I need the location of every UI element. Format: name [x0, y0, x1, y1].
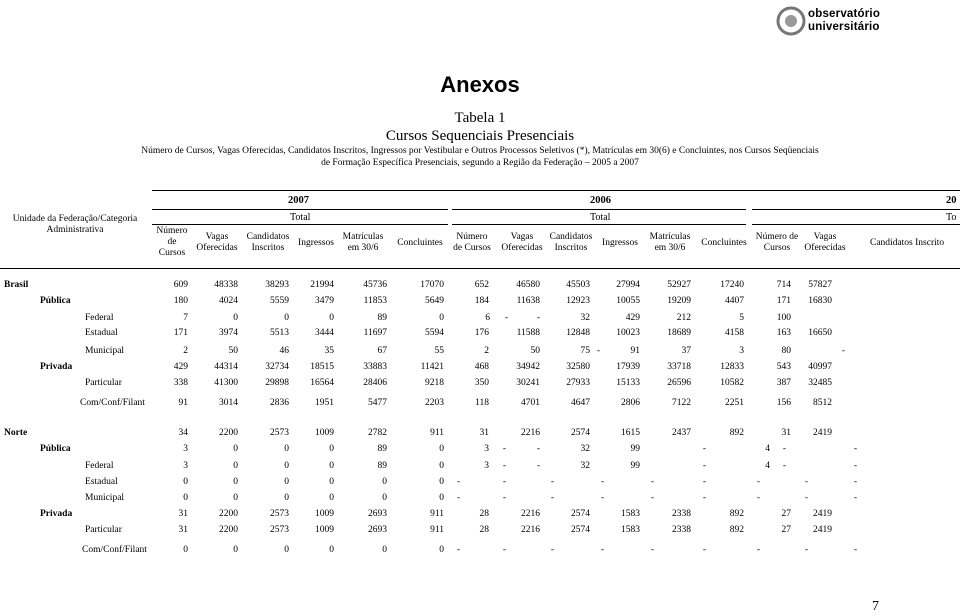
table-cell: 2216 [521, 428, 540, 438]
table-cell: 38293 [265, 280, 289, 290]
table-cell: 0 [284, 461, 289, 471]
table-cell: 7122 [672, 398, 691, 408]
row-label: Com/Conf/Filant [80, 398, 145, 408]
table-cell: 32 [580, 444, 590, 454]
table-cell: 32 [580, 313, 590, 323]
table-cell: 609 [173, 280, 188, 290]
table-cell: 0 [329, 545, 334, 555]
row-label: Privada [40, 362, 73, 372]
table-cell: 5594 [425, 328, 444, 338]
table-cell: 2200 [219, 525, 238, 535]
table-cell: - [502, 545, 506, 555]
col-matriculas-2007: Matrículas em 30/6 [342, 232, 384, 253]
table-cell: 5559 [270, 296, 289, 306]
table-cell: 12833 [720, 362, 744, 372]
table-cell: 3479 [315, 296, 334, 306]
table-cell: 2419 [813, 509, 832, 519]
table-cell: - [702, 444, 706, 454]
table-cell: 892 [729, 428, 744, 438]
table-cell: 31 [781, 428, 791, 438]
table-cell: 0 [183, 545, 188, 555]
row-label: Norte [4, 428, 28, 438]
table-cell: - [804, 477, 808, 487]
table-cell: 5649 [425, 296, 444, 306]
table-cell: 338 [173, 378, 188, 388]
table-cell: 45503 [566, 280, 590, 290]
logo-icon [776, 4, 806, 38]
total-2006: Total [590, 212, 611, 223]
table-cell: 3 [183, 444, 188, 454]
row-label: Com/Conf/Filant [82, 545, 147, 555]
table-cell: 4407 [725, 296, 744, 306]
table-cell: 118 [475, 398, 489, 408]
table-cell: 171 [173, 328, 188, 338]
col-candidatos-2005: Candidatos Inscrito [870, 238, 945, 248]
table-cell: 12923 [566, 296, 590, 306]
row-label: Federal [85, 313, 114, 323]
table-cell: - [504, 313, 508, 323]
table-cell: 11853 [363, 296, 387, 306]
table-cell: 89 [377, 461, 387, 471]
table-cell: 4158 [725, 328, 744, 338]
table-cell: 3 [484, 461, 489, 471]
table-cell: 17240 [720, 280, 744, 290]
table-cell: 32485 [808, 378, 832, 388]
table-cell: - [502, 493, 506, 503]
table-cell: 34942 [516, 362, 540, 372]
table-cell: 75 [580, 346, 590, 356]
table-cell: - [782, 444, 786, 454]
table-cell: - [536, 461, 540, 471]
table-cell: 1009 [315, 428, 334, 438]
table-cell: 21994 [310, 280, 334, 290]
table-cell: 11638 [516, 296, 540, 306]
table-cell: 5477 [368, 398, 387, 408]
table-cell: 0 [329, 493, 334, 503]
row-label: Pública [40, 444, 71, 454]
table-cell: 1009 [315, 525, 334, 535]
table-cell: - [536, 444, 540, 454]
table-cell: 1583 [621, 525, 640, 535]
table-cell: 2782 [368, 428, 387, 438]
table-cell: 5 [739, 313, 744, 323]
table-cell: 46 [279, 346, 289, 356]
table-cell: 2574 [571, 509, 590, 519]
table-cell: 2437 [672, 428, 691, 438]
table-cell: 35 [324, 346, 334, 356]
table-cell: - [650, 477, 654, 487]
table-cell: 176 [474, 328, 489, 338]
table-cell: 0 [183, 477, 188, 487]
table-cell: - [456, 545, 460, 555]
table-cell: 48338 [214, 280, 238, 290]
table-cell: 11697 [363, 328, 387, 338]
table-cell: - [853, 493, 857, 503]
table-cell: 3 [183, 461, 188, 471]
table-cell: 0 [439, 313, 444, 323]
table-cell: 34 [178, 428, 188, 438]
table-cell: 543 [776, 362, 791, 372]
table-cell: - [702, 477, 706, 487]
table-cell: - [502, 477, 506, 487]
total-2007: Total [290, 212, 311, 223]
table-cell: 163 [776, 328, 791, 338]
table-subtitle: Cursos Sequenciais Presenciais [385, 128, 575, 144]
table-cell: 99 [630, 444, 640, 454]
table-cell: 50 [530, 346, 540, 356]
logo-line1: observatório [808, 8, 881, 20]
table-cell: 2338 [672, 509, 691, 519]
table-cell: - [702, 461, 706, 471]
table-cell: 2573 [270, 525, 289, 535]
table-cell: 911 [430, 509, 444, 519]
table-cell: 19209 [667, 296, 691, 306]
table-cell: 0 [439, 444, 444, 454]
table-cell: 2806 [621, 398, 640, 408]
table-cell: 16650 [808, 328, 832, 338]
table-cell: 0 [439, 477, 444, 487]
table-cell: 2419 [813, 428, 832, 438]
table-cell: 2200 [219, 428, 238, 438]
table-cell: 27 [781, 525, 791, 535]
table-cell: 156 [776, 398, 791, 408]
table-cell: 2574 [571, 525, 590, 535]
table-cell: 10582 [720, 378, 744, 388]
table-cell: 29898 [265, 378, 289, 388]
row-label: Particular [85, 378, 122, 388]
table-cell: - [502, 444, 506, 454]
table-cell: 0 [233, 444, 238, 454]
table-cell: - [502, 461, 506, 471]
table-cell: 28 [479, 509, 489, 519]
row-label: Pública [40, 296, 71, 306]
table-cell: - [853, 461, 857, 471]
table-cell: 892 [729, 509, 744, 519]
table-cell: 0 [439, 493, 444, 503]
table-cell: - [650, 545, 654, 555]
table-cell: 3974 [219, 328, 238, 338]
table-cell: 0 [233, 313, 238, 323]
table-cell: 892 [729, 525, 744, 535]
row-label: Particular [85, 525, 122, 535]
year-2006: 2006 [590, 195, 611, 206]
table-cell: 0 [233, 477, 238, 487]
table-cell: 16564 [310, 378, 334, 388]
table-cell: 32 [580, 461, 590, 471]
table-cell: - [456, 477, 460, 487]
col-vagas-2006: Vagas Oferecidas [501, 232, 543, 253]
header-bottom-rule [0, 268, 960, 269]
table-cell: 0 [284, 477, 289, 487]
col-candidatos-2007: Candidatos Inscritos [246, 232, 290, 253]
table-description-line1: Número de Cursos, Vagas Oferecidas, Candidatos Inscritos, Ingressos por Vestibular e Outros Processos Seletivos (*), Matrículas em 30(6) e Concluintes, nos Cursos Seqüenciais [141, 146, 819, 156]
table-cell: 31 [178, 509, 188, 519]
table-cell: 50 [228, 346, 238, 356]
table-cell: 89 [377, 444, 387, 454]
table-cell: 3 [484, 444, 489, 454]
total-2005: To [946, 212, 957, 223]
table-cell: 37 [681, 346, 691, 356]
table-cell: 3014 [219, 398, 238, 408]
table-cell: 652 [474, 280, 489, 290]
table-cell: - [456, 493, 460, 503]
table-cell: 27 [781, 509, 791, 519]
table-cell: 15133 [616, 378, 640, 388]
logo [776, 4, 916, 40]
table-cell: 91 [630, 346, 640, 356]
row-label: Municipal [85, 346, 125, 356]
table-cell: - [853, 444, 857, 454]
table-cell: - [600, 477, 604, 487]
table-cell: 0 [382, 493, 387, 503]
table-cell: 57827 [808, 280, 832, 290]
table-cell: 0 [233, 461, 238, 471]
table-cell: 26596 [667, 378, 691, 388]
table-cell: 212 [676, 313, 691, 323]
table-cell: - [756, 545, 760, 555]
table-cell: 2 [484, 346, 489, 356]
table-cell: 0 [329, 477, 334, 487]
table-cell: 3444 [315, 328, 334, 338]
table-cell: 0 [183, 493, 188, 503]
table-cell: 1615 [621, 428, 640, 438]
table-cell: 429 [173, 362, 188, 372]
table-cell: 0 [382, 545, 387, 555]
table-cell: - [596, 346, 600, 356]
table-cell: 3 [739, 346, 744, 356]
table-cell: - [702, 493, 706, 503]
table-cell: - [756, 493, 760, 503]
table-cell: - [650, 493, 654, 503]
col-cursos-2006: Número de Cursos [453, 232, 491, 253]
table-cell: - [756, 477, 760, 487]
table-cell: 11588 [516, 328, 540, 338]
table-cell: 0 [329, 313, 334, 323]
logo-line2: universitário [808, 21, 880, 33]
table-cell: 80 [781, 346, 791, 356]
table-cell: 28 [479, 525, 489, 535]
table-cell: 45736 [363, 280, 387, 290]
col-matriculas-2006: Matrículas em 30/6 [649, 232, 691, 253]
table-cell: 67 [377, 346, 387, 356]
table-cell: - [550, 545, 554, 555]
table-cell: 32734 [265, 362, 289, 372]
table-cell: 0 [284, 493, 289, 503]
col-concluintes-2007: Concluintes [397, 238, 443, 248]
row-label-header: Unidade da Federação/Categoria Administrativa [12, 214, 138, 235]
table-cell: 0 [382, 477, 387, 487]
table-cell: 8512 [813, 398, 832, 408]
table-cell: 1951 [315, 398, 334, 408]
col-ingressos-2007: Ingressos [298, 238, 334, 248]
table-cell: 7 [183, 313, 188, 323]
table-cell: - [804, 545, 808, 555]
table-cell: - [702, 545, 706, 555]
table-cell: 1583 [621, 509, 640, 519]
table-cell: 33883 [363, 362, 387, 372]
subrule-2006 [452, 224, 746, 225]
table-cell: 27933 [566, 378, 590, 388]
table-cell: 0 [284, 545, 289, 555]
subrule-2007 [152, 224, 448, 225]
row-label: Brasil [4, 280, 29, 290]
table-cell: - [853, 477, 857, 487]
year-2007: 2007 [288, 195, 309, 206]
table-cell: 180 [173, 296, 188, 306]
table-cell: 33718 [667, 362, 691, 372]
table-cell: 0 [329, 444, 334, 454]
rule-2007 [152, 209, 448, 210]
table-cell: 100 [776, 313, 791, 323]
table-cell: 429 [625, 313, 640, 323]
table-cell: - [853, 545, 857, 555]
table-cell: 9218 [425, 378, 444, 388]
table-cell: 18515 [310, 362, 334, 372]
table-cell: 30241 [516, 378, 540, 388]
table-cell: 52927 [667, 280, 691, 290]
table-cell: - [804, 493, 808, 503]
table-cell: 0 [329, 461, 334, 471]
table-cell: 171 [776, 296, 791, 306]
table-cell: 18689 [667, 328, 691, 338]
table-cell: 911 [430, 525, 444, 535]
table-cell: 2693 [368, 509, 387, 519]
table-cell: 32580 [566, 362, 590, 372]
table-cell: 1009 [315, 509, 334, 519]
table-cell: 41300 [214, 378, 238, 388]
table-cell: 0 [233, 545, 238, 555]
table-cell: 17070 [420, 280, 444, 290]
table-cell: 2203 [425, 398, 444, 408]
table-cell: 46580 [516, 280, 540, 290]
table-cell: 2251 [725, 398, 744, 408]
table-cell: 89 [377, 313, 387, 323]
col-vagas-2005: Vagas Oferecidas [804, 232, 846, 253]
row-label: Estadual [85, 477, 118, 487]
col-vagas-2007: Vagas Oferecidas [196, 232, 238, 253]
table-cell: 31 [479, 428, 489, 438]
subrule-2005 [752, 224, 960, 225]
table-cell: - [600, 545, 604, 555]
table-cell: - [600, 493, 604, 503]
table-cell: 40997 [808, 362, 832, 372]
row-label: Federal [85, 461, 114, 471]
table-cell: 2419 [813, 525, 832, 535]
table-cell: 2836 [270, 398, 289, 408]
col-cursos-2005: Número de Cursos [755, 232, 799, 253]
table-cell: 2573 [270, 509, 289, 519]
table-cell: 5513 [270, 328, 289, 338]
row-label: Estadual [85, 328, 118, 338]
table-cell: 2216 [521, 525, 540, 535]
table-cell: 2693 [368, 525, 387, 535]
table-cell: - [841, 346, 845, 356]
table-cell: - [536, 313, 540, 323]
table-cell: - [782, 461, 786, 471]
table-cell: 4 [765, 444, 770, 454]
col-candidatos-2006: Candidatos Inscritos [549, 232, 593, 253]
rule-2005 [752, 209, 960, 210]
table-cell: 91 [178, 398, 188, 408]
col-cursos-2007: Número de Cursos [156, 226, 188, 258]
table-cell: 6 [485, 313, 490, 323]
table-cell: 16830 [808, 296, 832, 306]
table-cell: 0 [233, 493, 238, 503]
table-cell: 350 [474, 378, 489, 388]
table-cell: 714 [776, 280, 791, 290]
table-cell: 55 [434, 346, 444, 356]
page-number: 7 [872, 599, 879, 614]
table-cell: 31 [178, 525, 188, 535]
table-cell: 184 [474, 296, 489, 306]
table-cell: 27994 [616, 280, 640, 290]
col-concluintes-2006: Concluintes [701, 238, 747, 248]
table-cell: 2574 [571, 428, 590, 438]
year-2005: 20 [946, 195, 957, 206]
table-cell: 4 [765, 461, 770, 471]
table-cell: 2338 [672, 525, 691, 535]
table-cell: 11421 [420, 362, 444, 372]
table-cell: 4024 [219, 296, 238, 306]
table-cell: 0 [439, 545, 444, 555]
table-cell: 28406 [363, 378, 387, 388]
rule-2006 [452, 209, 746, 210]
table-cell: 2216 [521, 509, 540, 519]
table-cell: 10023 [616, 328, 640, 338]
table-cell: - [550, 477, 554, 487]
row-label: Privada [40, 509, 73, 519]
table-cell: 387 [776, 378, 791, 388]
region-separator [0, 418, 960, 419]
table-cell: 468 [474, 362, 489, 372]
table-cell: 2200 [219, 509, 238, 519]
table-title: Tabela 1 [454, 110, 506, 126]
table-cell: 10055 [616, 296, 640, 306]
header-top-rule [152, 190, 960, 191]
row-label: Municipal [85, 493, 125, 503]
table-cell: 0 [284, 313, 289, 323]
table-cell: 17939 [616, 362, 640, 372]
table-cell: 12848 [566, 328, 590, 338]
table-cell: 44314 [214, 362, 238, 372]
table-cell: 0 [284, 444, 289, 454]
page-heading: Anexos [440, 72, 520, 97]
col-ingressos-2006: Ingressos [602, 238, 638, 248]
table-cell: 4701 [521, 398, 540, 408]
table-cell: 99 [630, 461, 640, 471]
table-description-line2: de Formação Específica Presenciais, segundo a Região da Federação – 2005 a 2007 [321, 158, 639, 168]
table-cell: 0 [439, 461, 444, 471]
table-cell: - [550, 493, 554, 503]
table-cell: 2573 [270, 428, 289, 438]
table-cell: 2 [183, 346, 188, 356]
table-cell: 4647 [571, 398, 590, 408]
table-cell: 911 [430, 428, 444, 438]
